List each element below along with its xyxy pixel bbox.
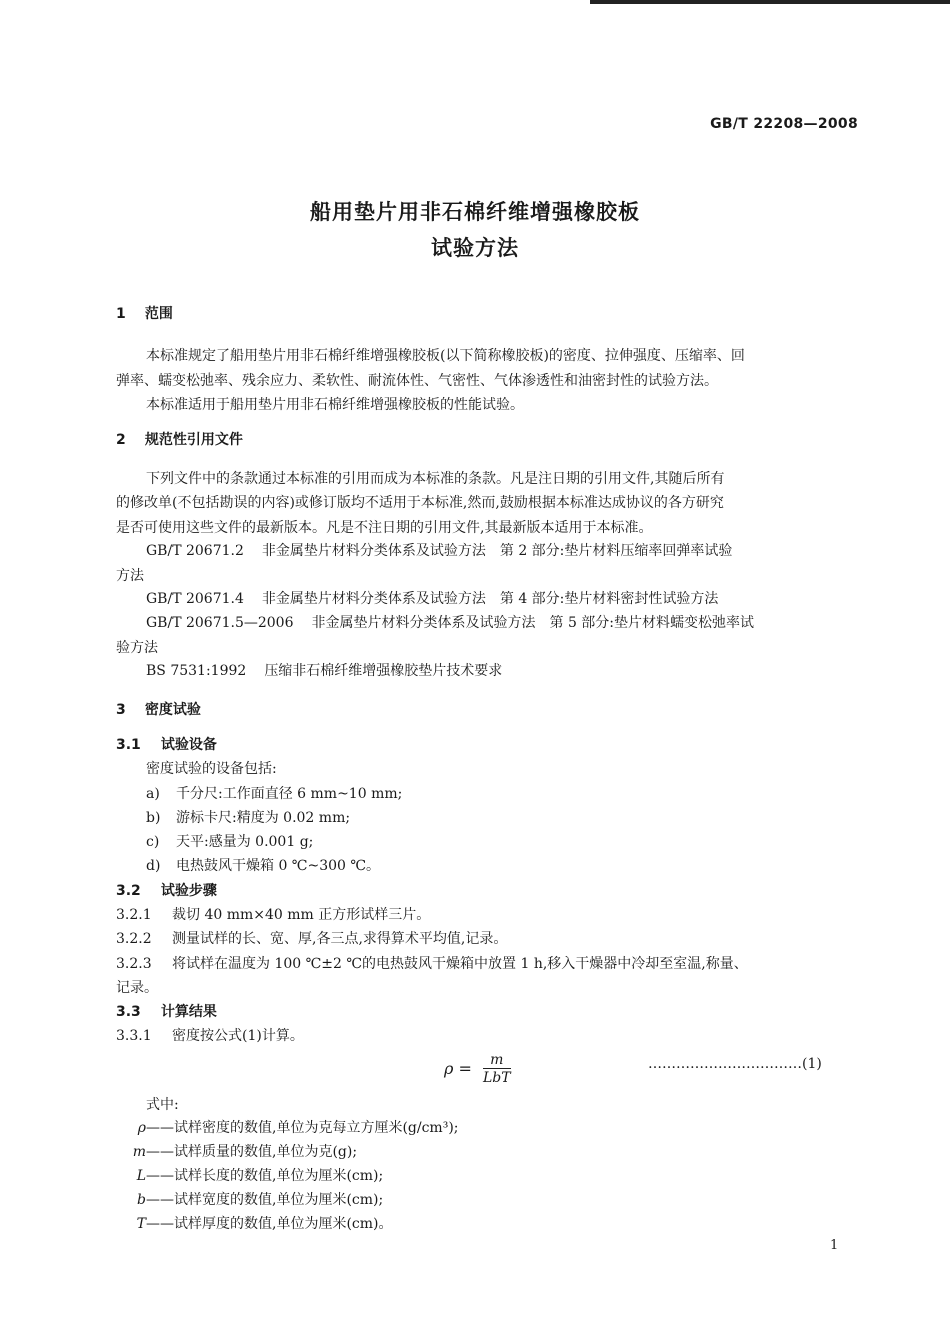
item-text: 天平:感量为 0.001 g; [176, 834, 314, 850]
equipment-item [146, 856, 380, 876]
section-3-heading [116, 700, 851, 720]
symbol-description: ——试样密度的数值,单位为克每立方厘米(g/cm³); [146, 1120, 459, 1136]
symbol: b [137, 1192, 146, 1208]
equipment-item [146, 832, 313, 852]
section-number: 3 [116, 702, 126, 718]
equipment-intro: 密度试验的设备包括: [146, 761, 277, 777]
symbol-definition [116, 1166, 383, 1186]
section-2-para-1c: 是否可使用这些文件的最新版本。凡是不注日期的引用文件,其最新版本适用于本标准。 [116, 520, 653, 536]
item-text: 电热鼓风干燥箱 0 ℃~300 ℃。 [176, 858, 381, 874]
step-item [116, 929, 851, 949]
item-text: 游标卡尺:精度为 0.02 mm; [176, 810, 351, 826]
step-item [116, 1026, 851, 1046]
formula-fraction [483, 1052, 511, 1087]
reference-code: BS 7531:1992 [146, 663, 247, 679]
section-number: 2 [116, 432, 126, 448]
symbol-definition [116, 1190, 383, 1210]
step-number: 3.2.2 [116, 931, 152, 947]
reference-title: 非金属垫片材料分类体系及试验方法 第 5 部分:垫片材料蠕变松弛率试 [311, 615, 755, 631]
formula-equals: = [458, 1059, 472, 1078]
subsection-title: 试验设备 [160, 737, 217, 753]
symbol-description: ——试样长度的数值,单位为厘米(cm); [146, 1168, 384, 1184]
subsection-3-3-heading [116, 1002, 851, 1022]
section-2-para-1a: 下列文件中的条款通过本标准的引用而成为本标准的条款。凡是注日期的引用文件,其随后所有 [146, 471, 725, 487]
document-title: 船用垫片用非石棉纤维增强橡胶板 [310, 200, 640, 224]
reference-code: GB/T 20671.2 [146, 543, 244, 559]
subsection-number: 3.3 [116, 1004, 141, 1020]
formula-number: ……………………………(1) [648, 1056, 822, 1072]
formula-denominator: LbT [483, 1070, 511, 1086]
symbol-description: ——试样宽度的数值,单位为厘米(cm); [146, 1192, 384, 1208]
symbol: m [132, 1144, 146, 1160]
item-label: d) [146, 858, 161, 874]
subsection-number: 3.1 [116, 737, 141, 753]
step-continuation: 记录。 [116, 980, 158, 996]
section-1-para-1a: 本标准规定了船用垫片用非石棉纤维增强橡胶板(以下简称橡胶板)的密度、拉伸强度、压缩率、回 [146, 348, 745, 364]
subsection-title: 计算结果 [160, 1004, 217, 1020]
reference-item [146, 613, 851, 633]
reference-continuation: 验方法 [116, 640, 158, 656]
symbol-definition [116, 1118, 459, 1138]
subsection-3-2-heading [116, 881, 851, 901]
step-text: 测量试样的长、宽、厚,各三点,求得算术平均值,记录。 [172, 931, 508, 947]
symbol: ρ [137, 1120, 146, 1136]
density-formula [444, 1052, 511, 1087]
symbol-description: ——试样厚度的数值,单位为厘米(cm)。 [146, 1216, 393, 1232]
section-2-para-1b: 的修改单(不包括勘误的内容)或修订版均不适用于本标准,然而,鼓励根据本标准达成协议的各方研究 [116, 495, 724, 511]
item-label: b) [146, 810, 161, 826]
symbol-definition [116, 1142, 357, 1162]
step-item [116, 954, 851, 974]
step-text: 裁切 40 mm×40 mm 正方形试样三片。 [172, 907, 431, 923]
section-title: 规范性引用文件 [144, 432, 243, 448]
standard-code: GB/T 22208—2008 [710, 116, 858, 132]
reference-title: 压缩非石棉纤维增强橡胶垫片技术要求 [264, 663, 503, 679]
section-title: 密度试验 [144, 702, 201, 718]
step-text: 密度按公式(1)计算。 [172, 1028, 304, 1044]
symbol: L [136, 1168, 146, 1184]
symbol-description: ——试样质量的数值,单位为克(g); [146, 1144, 358, 1160]
section-title: 范围 [144, 306, 173, 322]
formula-lhs: ρ [444, 1059, 454, 1078]
subsection-3-1-heading [116, 735, 851, 755]
document-subtitle: 试验方法 [431, 236, 519, 260]
section-2-heading [116, 430, 851, 450]
equipment-item [146, 784, 402, 804]
step-text: 将试样在温度为 100 ℃±2 ℃的电热鼓风干燥箱中放置 1 h,移入干燥器中冷却至室温,称量、 [172, 956, 748, 972]
reference-item [146, 661, 851, 681]
reference-item [146, 541, 851, 561]
reference-title: 非金属垫片材料分类体系及试验方法 第 2 部分:垫片材料压缩率回弹率试验 [261, 543, 733, 559]
step-number: 3.2.3 [116, 956, 152, 972]
equipment-item [146, 808, 350, 828]
symbol: T [136, 1216, 146, 1232]
reference-item [146, 589, 851, 609]
item-text: 千分尺:工作面直径 6 mm~10 mm; [176, 786, 403, 802]
subsection-title: 试验步骤 [160, 883, 217, 899]
page-number: 1 [830, 1238, 839, 1253]
section-1-para-2: 本标准适用于船用垫片用非石棉纤维增强橡胶板的性能试验。 [146, 397, 524, 413]
item-label: a) [146, 786, 160, 802]
step-item [116, 905, 851, 925]
subsection-number: 3.2 [116, 883, 141, 899]
step-number: 3.2.1 [116, 907, 152, 923]
item-label: c) [146, 834, 160, 850]
section-number: 1 [116, 306, 126, 322]
where-label: 式中: [146, 1097, 179, 1113]
reference-code: GB/T 20671.4 [146, 591, 244, 607]
section-1-heading [116, 304, 851, 324]
section-1-para-1b: 弹率、蠕变松弛率、残余应力、柔软性、耐流体性、气密性、气体渗透性和油密封性的试验方法。 [116, 373, 718, 389]
reference-title: 非金属垫片材料分类体系及试验方法 第 4 部分:垫片材料密封性试验方法 [261, 591, 719, 607]
header-rule [590, 0, 950, 4]
reference-continuation: 方法 [116, 568, 144, 584]
reference-code: GB/T 20671.5—2006 [146, 615, 294, 631]
formula-numerator: m [483, 1052, 511, 1069]
step-number: 3.3.1 [116, 1028, 152, 1044]
symbol-definition [116, 1214, 393, 1234]
